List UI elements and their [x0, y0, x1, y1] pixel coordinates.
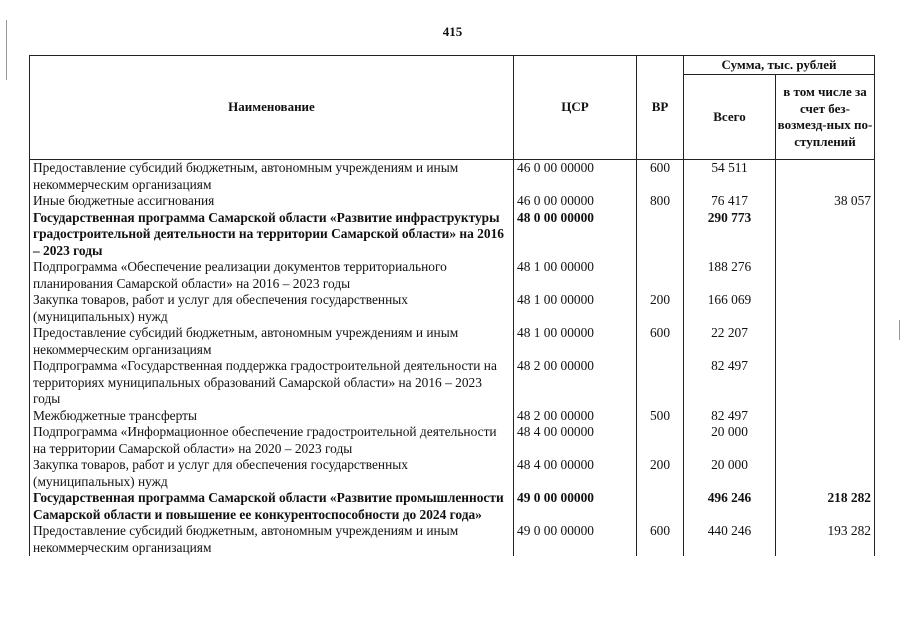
row-grants: [776, 424, 875, 457]
header-csr: ЦСР: [514, 56, 637, 160]
row-vr: 500: [637, 408, 684, 425]
row-total: 54 511: [684, 160, 776, 194]
row-total: 440 246: [684, 523, 776, 556]
row-grants: [776, 408, 875, 425]
row-name: Предоставление субсидий бюджетным, автономным учреждениям и иным некоммерческим организациям: [30, 325, 514, 358]
row-vr: [637, 259, 684, 292]
row-name: Подпрограмма «Обеспечение реализации документов территориального планирования Самарской области» на 2016 – 2023 годы: [30, 259, 514, 292]
row-name: Предоставление субсидий бюджетным, автономным учреждениям и иным некоммерческим организациям: [30, 523, 514, 556]
row-grants: [776, 457, 875, 490]
row-total: 290 773: [684, 210, 776, 260]
header-name: Наименование: [30, 56, 514, 160]
row-csr: 46 0 00 00000: [514, 160, 637, 194]
row-name: Подпрограмма «Государственная поддержка градостроительной деятельности на территориях муниципальных образований Самарской области» на 2016 – 2023 годы: [30, 358, 514, 408]
row-total: 22 207: [684, 325, 776, 358]
row-grants: [776, 292, 875, 325]
row-vr: 800: [637, 193, 684, 210]
row-name: Предоставление субсидий бюджетным, автономным учреждениям и иным некоммерческим организациям: [30, 160, 514, 194]
row-grants: [776, 325, 875, 358]
row-csr: 48 1 00 00000: [514, 325, 637, 358]
row-csr: 46 0 00 00000: [514, 193, 637, 210]
row-grants: 38 057: [776, 193, 875, 210]
table-row: [30, 210, 875, 260]
table-row: [30, 490, 875, 523]
row-name: Подпрограмма «Информационное обеспечение градостроительной деятельности на территории Самарской области» на 2020 – 2023 годы: [30, 424, 514, 457]
table-body: [30, 160, 875, 557]
table-row: [30, 408, 875, 425]
row-total: 166 069: [684, 292, 776, 325]
row-name: Государственная программа Самарской области «Развитие инфраструктуры градостроительной деятельности на территории Самарской области» на 2016 – 2023 годы: [30, 210, 514, 260]
row-vr: 600: [637, 523, 684, 556]
row-vr: 200: [637, 457, 684, 490]
header-sum-group: Сумма, тыс. рублей: [684, 56, 875, 75]
row-name: Государственная программа Самарской области «Развитие промышленности Самарской области и повышение ее конкурентоспособности до 2024 года»: [30, 490, 514, 523]
row-total: 82 497: [684, 358, 776, 408]
row-csr: 48 2 00 00000: [514, 408, 637, 425]
page-number: 415: [442, 24, 463, 39]
row-grants: 193 282: [776, 523, 875, 556]
row-vr: [637, 358, 684, 408]
row-total: 20 000: [684, 424, 776, 457]
row-csr: 49 0 00 00000: [514, 523, 637, 556]
budget-table: [29, 55, 875, 556]
row-name: Межбюджетные трансферты: [30, 408, 514, 425]
row-csr: 49 0 00 00000: [514, 490, 637, 523]
row-vr: 200: [637, 292, 684, 325]
table-row: [30, 424, 875, 457]
row-vr: [637, 424, 684, 457]
row-name: Закупка товаров, работ и услуг для обеспечения государственных (муниципальных) нужд: [30, 457, 514, 490]
table-row: [30, 160, 875, 194]
table-row: [30, 325, 875, 358]
row-total: 496 246: [684, 490, 776, 523]
row-csr: 48 1 00 00000: [514, 259, 637, 292]
row-csr: 48 4 00 00000: [514, 457, 637, 490]
table-row: [30, 259, 875, 292]
row-grants: [776, 160, 875, 194]
row-name: Иные бюджетные ассигнования: [30, 193, 514, 210]
row-total: 76 417: [684, 193, 776, 210]
row-vr: 600: [637, 325, 684, 358]
table-header: [30, 56, 875, 160]
row-total: 82 497: [684, 408, 776, 425]
row-name: Закупка товаров, работ и услуг для обеспечения государственных (муниципальных) нужд: [30, 292, 514, 325]
row-grants: [776, 259, 875, 292]
row-vr: [637, 210, 684, 260]
row-grants: [776, 210, 875, 260]
header-grants: в том числе за счет без-возмезд-ных по-ступлений: [776, 75, 875, 160]
row-grants: 218 282: [776, 490, 875, 523]
row-total: 188 276: [684, 259, 776, 292]
row-vr: 600: [637, 160, 684, 194]
table-row: [30, 358, 875, 408]
row-csr: 48 0 00 00000: [514, 210, 637, 260]
table-row: [30, 193, 875, 210]
right-margin-mark: [899, 320, 900, 340]
row-total: 20 000: [684, 457, 776, 490]
table-row: [30, 292, 875, 325]
table-row: [30, 457, 875, 490]
left-margin-mark: [6, 20, 7, 80]
header-vr: ВР: [637, 56, 684, 160]
row-grants: [776, 358, 875, 408]
row-csr: 48 2 00 00000: [514, 358, 637, 408]
row-vr: [637, 490, 684, 523]
row-csr: 48 4 00 00000: [514, 424, 637, 457]
row-csr: 48 1 00 00000: [514, 292, 637, 325]
header-total: Всего: [684, 75, 776, 160]
table-row: [30, 523, 875, 556]
